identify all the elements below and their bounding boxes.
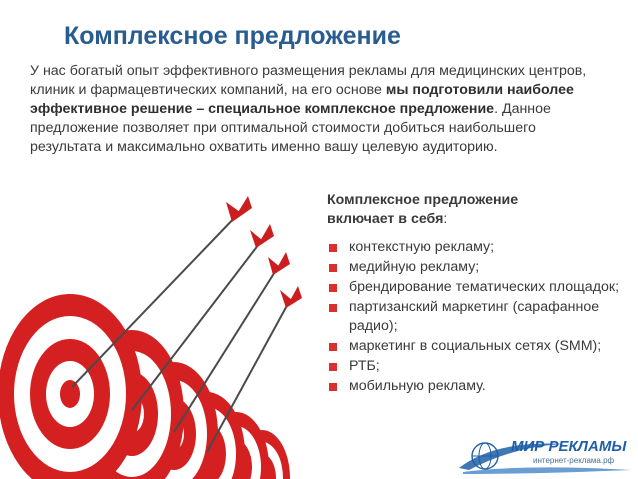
- target-large: [0, 294, 142, 479]
- logo-name: МИР РЕКЛАМЫ: [511, 438, 627, 455]
- list-item: [327, 258, 627, 277]
- list-item: [327, 238, 627, 257]
- list-item-text: брендирование тематических площадок;: [349, 279, 620, 295]
- logo-subtitle: интернет-реклама.рф: [533, 456, 615, 465]
- bullet-square-icon: [329, 264, 337, 272]
- list-item-text: контекстную рекламу;: [349, 239, 495, 255]
- list-item: [327, 357, 627, 376]
- slide-title: Комплексное предложение: [64, 22, 401, 50]
- bullet-square-icon: [329, 343, 337, 351]
- list-item: [327, 337, 627, 356]
- bullet-square-icon: [329, 284, 337, 292]
- bullet-square-icon: [329, 363, 337, 371]
- list-item: [327, 278, 627, 297]
- bullet-square-icon: [329, 244, 337, 252]
- includes-title: [327, 191, 587, 229]
- list-item-text: мобильную рекламу.: [349, 378, 486, 394]
- list-item-text: РТБ;: [349, 358, 380, 374]
- intro-paragraph: [30, 62, 610, 157]
- bullet-square-icon: [329, 383, 337, 391]
- bullet-square-icon: [329, 304, 337, 312]
- list-item: [327, 377, 627, 396]
- includes-list: [327, 238, 627, 397]
- intro-text-2: . Данное предложение позволяет при оптимальной стоимости добиться наибольшего результата и максимально охватить именно вашу целевую аудиторию.: [30, 101, 551, 155]
- intro-text-1: У нас богатый опыт эффективного размещения рекламы для медицинских центров, клиник и фармацевтических компаний, на его основе: [30, 63, 587, 98]
- brand-logo: [455, 434, 635, 476]
- list-item-text: медийную рекламу;: [349, 259, 480, 275]
- arrow-fletchings: [226, 196, 302, 308]
- targets-with-arrows-image: [0, 182, 312, 479]
- list-item-text: маркетинг в социальных сетях (SMM);: [349, 338, 602, 354]
- intro-bold-text: мы подготовили наиболее эффективное решение – специальное комплексное предложение: [30, 82, 574, 117]
- list-item: [327, 298, 627, 336]
- list-item-text: партизанский маркетинг (сарафанное радио);: [349, 299, 600, 334]
- includes-title-colon: :: [443, 211, 448, 227]
- includes-title-text: Комплексное предложение включает в себя: [327, 192, 519, 227]
